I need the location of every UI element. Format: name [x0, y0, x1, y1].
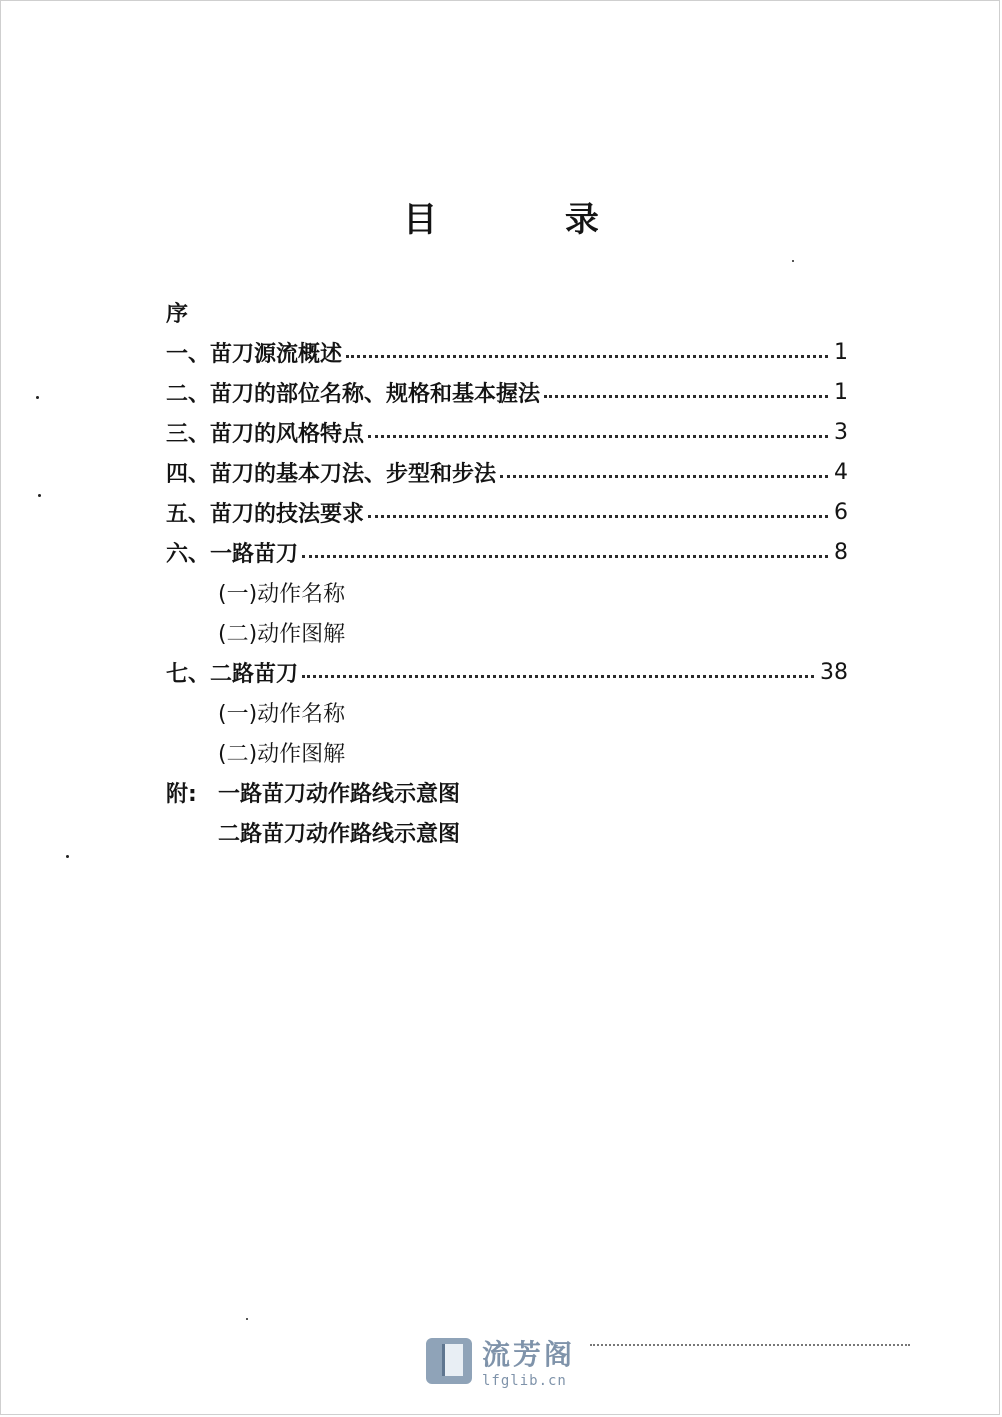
toc-entry-page: 6: [834, 499, 848, 525]
toc-entry[interactable]: [166, 532, 848, 572]
toc-entry-page: 8: [834, 539, 848, 565]
toc-preface[interactable]: [166, 292, 848, 332]
toc-entry-label: 苗刀的部位名称、规格和基本握法: [210, 381, 541, 407]
toc-entry[interactable]: [166, 452, 848, 492]
watermark: [426, 1333, 575, 1389]
book-icon: [426, 1338, 472, 1384]
toc-entry[interactable]: [166, 412, 848, 452]
toc-entry-number: 七、: [166, 661, 211, 687]
toc-entry-label: 苗刀的技法要求: [210, 501, 365, 527]
toc-entry-number: 二、: [166, 381, 211, 407]
toc-preface-label: 序: [166, 301, 189, 327]
toc-subentry[interactable]: [166, 612, 848, 652]
toc-entry-label: 二路苗刀: [210, 661, 299, 687]
toc-entry-label: 苗刀的风格特点: [210, 421, 365, 447]
dot-leader: [544, 393, 828, 398]
toc-entry-number: 一、: [166, 341, 211, 367]
toc-subentry[interactable]: [166, 732, 848, 772]
toc-subentry[interactable]: [166, 692, 848, 732]
toc-subentry[interactable]: [166, 572, 848, 612]
scan-speck: [66, 855, 69, 858]
scan-speck: [792, 260, 794, 262]
toc-entry[interactable]: [166, 492, 848, 532]
page-title: 目 录: [403, 200, 657, 240]
scan-speck: [38, 494, 41, 497]
toc-entry-number: 四、: [166, 461, 211, 487]
dot-leader: [368, 433, 828, 438]
watermark-url: lfglib.cn: [482, 1373, 567, 1389]
toc-entry[interactable]: [166, 652, 848, 692]
toc-appendix-item: 二路苗刀动作路线示意图: [218, 821, 461, 847]
toc-subentry-label: (二)动作图解: [218, 621, 346, 647]
scan-noise-line: [590, 1340, 910, 1346]
watermark-name: 流芳阁: [482, 1338, 576, 1371]
toc-subentry-label: (二)动作图解: [218, 741, 346, 767]
toc-entry-page: 1: [834, 379, 848, 405]
toc-appendix-label: 附:: [166, 781, 197, 807]
toc-entry-page: 1: [834, 339, 848, 365]
dot-leader: [368, 513, 828, 518]
toc-entry-number: 三、: [166, 421, 211, 447]
dot-leader: [302, 673, 814, 678]
toc-entry[interactable]: [166, 332, 848, 372]
toc-entry-number: 六、: [166, 541, 211, 567]
dot-leader: [346, 353, 828, 358]
toc-entry-page: 3: [834, 419, 848, 445]
toc-subentry-label: (一)动作名称: [218, 581, 346, 607]
toc-entry-page: 4: [834, 459, 848, 485]
watermark-text: [482, 1333, 575, 1389]
toc-entry-label: 一路苗刀: [210, 541, 299, 567]
toc-appendix-item: 一路苗刀动作路线示意图: [218, 781, 461, 807]
scan-speck: [246, 1318, 248, 1320]
toc-appendix[interactable]: [166, 772, 848, 812]
table-of-contents: [166, 292, 848, 852]
toc-entry-label: 苗刀的基本刀法、步型和步法: [210, 461, 497, 487]
toc-entry-page: 38: [820, 659, 848, 685]
toc-subentry-label: (一)动作名称: [218, 701, 346, 727]
dot-leader: [302, 553, 828, 558]
toc-entry-number: 五、: [166, 501, 211, 527]
toc-entry[interactable]: [166, 372, 848, 412]
toc-entry-label: 苗刀源流概述: [210, 341, 343, 367]
dot-leader: [500, 473, 828, 478]
scan-speck: [36, 396, 39, 399]
toc-appendix[interactable]: [166, 812, 848, 852]
